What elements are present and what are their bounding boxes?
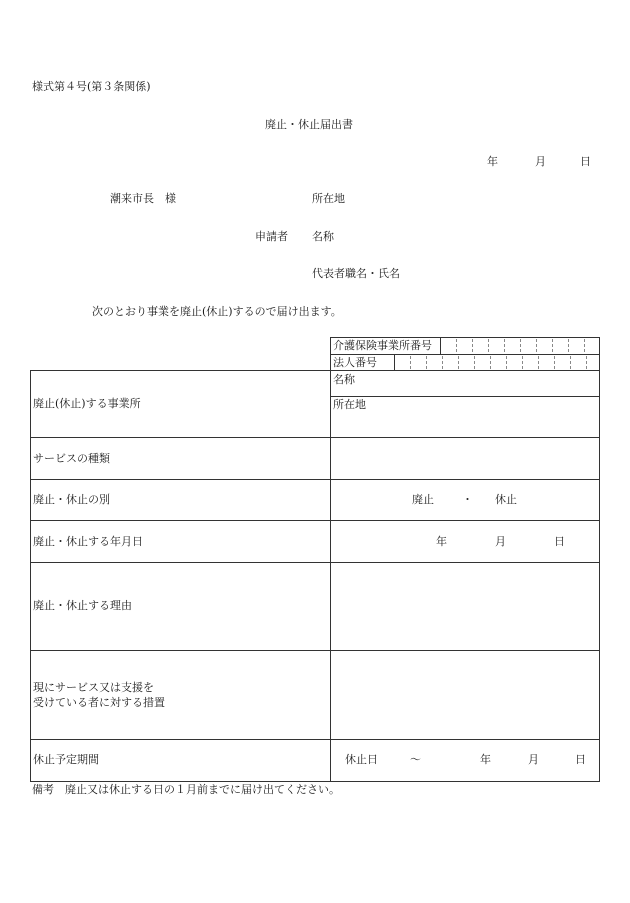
digit-cell-divider	[584, 339, 585, 352]
date-year-label: 年	[487, 155, 498, 168]
table-row-label: 廃止・休止する理由	[33, 599, 132, 612]
table-row-divider	[30, 479, 600, 480]
abolish-date-month: 月	[495, 535, 506, 548]
digit-cell-divider	[570, 356, 571, 369]
digit-cell-divider	[458, 356, 459, 369]
table-row-divider	[30, 437, 600, 438]
digit-cell-divider	[504, 339, 505, 352]
digit-cell-divider	[538, 356, 539, 369]
applicant-location-label: 所在地	[312, 192, 345, 205]
applicant-name-label: 名称	[312, 230, 334, 243]
digit-cell-divider	[536, 339, 537, 352]
digit-cell-divider	[522, 356, 523, 369]
table-frame	[30, 370, 600, 782]
digit-cell-divider	[490, 356, 491, 369]
facility-name-label: 名称	[333, 373, 355, 386]
abolish-date-year: 年	[436, 535, 447, 548]
option-suspend[interactable]: 休止	[495, 493, 517, 506]
facility-location-label: 所在地	[333, 398, 366, 411]
digit-cell-divider	[474, 356, 475, 369]
digit-cell-divider	[410, 356, 411, 369]
table-row-divider	[30, 650, 600, 651]
suspension-start-label: 休止日	[345, 753, 378, 766]
table-row-divider	[30, 520, 600, 521]
digit-cell-divider	[568, 339, 569, 352]
digit-cell-divider	[554, 356, 555, 369]
id-box-separator	[394, 354, 395, 371]
representative-label: 代表者職名・氏名	[312, 267, 400, 280]
digit-cell-divider	[506, 356, 507, 369]
table-row-label-line1: 現にサービス又は支援を	[33, 681, 154, 694]
suspension-year: 年	[480, 753, 491, 766]
footnote: 備考 廃止又は休止する日の１月前までに届け出てください。	[32, 783, 340, 796]
digit-cell-divider	[472, 339, 473, 352]
table-row-label: サービスの種類	[33, 452, 110, 465]
table-row-label: 休止予定期間	[33, 753, 99, 766]
suspension-day: 日	[575, 753, 586, 766]
form-number: 様式第４号(第３条関係)	[32, 80, 151, 93]
date-day-label: 日	[580, 155, 591, 168]
suspension-month: 月	[528, 753, 539, 766]
table-row-label-line2: 受けている者に対する措置	[33, 696, 165, 709]
care-insurance-number-label: 介護保険事業所番号	[333, 339, 432, 352]
option-separator: ・	[462, 493, 473, 506]
digit-cell-divider	[426, 356, 427, 369]
table-row-divider	[30, 562, 600, 563]
table-row-label: 廃止・休止の別	[33, 493, 110, 506]
addressee: 潮来市長 様	[110, 192, 176, 205]
date-month-label: 月	[535, 155, 546, 168]
range-tilde: ～	[410, 753, 421, 766]
digit-cell-divider	[456, 339, 457, 352]
table-column-divider	[330, 370, 331, 782]
abolish-date-day: 日	[554, 535, 565, 548]
option-abolish[interactable]: 廃止	[412, 493, 434, 506]
applicant-label: 申請者	[255, 230, 288, 243]
id-box-divider	[330, 354, 600, 355]
digit-cell-divider	[552, 339, 553, 352]
table-row-divider	[30, 739, 600, 740]
corporate-number-label: 法人番号	[333, 356, 377, 369]
digit-cell-divider	[488, 339, 489, 352]
digit-cell-divider	[442, 356, 443, 369]
table-row-label: 廃止・休止する年月日	[33, 535, 143, 548]
digit-cell-divider	[520, 339, 521, 352]
id-box-separator	[440, 337, 441, 354]
table-row-label: 廃止(休止)する事業所	[33, 397, 141, 410]
table-subrow-divider	[330, 396, 600, 397]
statement: 次のとおり事業を廃止(休止)するので届け出ます。	[92, 305, 342, 318]
document-title: 廃止・休止届出書	[265, 118, 353, 131]
digit-cell-divider	[586, 356, 587, 369]
